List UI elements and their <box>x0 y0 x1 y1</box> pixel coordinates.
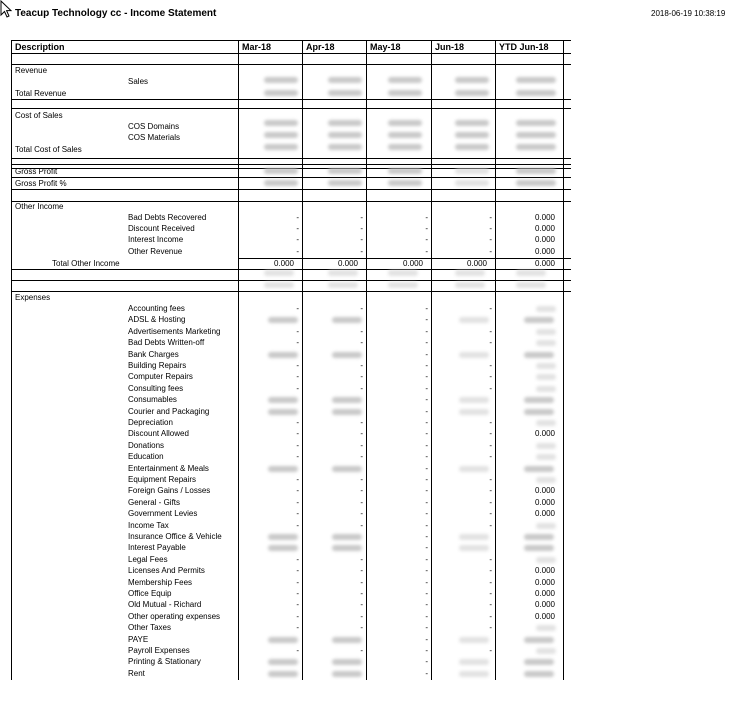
expense-dash: - <box>425 657 428 667</box>
expense-dash: - <box>425 338 428 348</box>
redacted-value <box>459 352 489 358</box>
expense-line: Bad Debts Written-off <box>128 338 205 348</box>
redacted-value <box>455 77 489 83</box>
redacted-value <box>328 132 362 138</box>
expense-line: Education <box>128 452 164 462</box>
redacted-value <box>328 120 362 126</box>
redacted-value <box>455 90 489 96</box>
expense-dash: - <box>296 361 299 370</box>
header-may: May-18 <box>370 42 401 52</box>
redacted-value <box>268 671 298 677</box>
expense-dash: - <box>425 634 428 644</box>
expense-ytd-zero: 0.000 <box>534 486 555 496</box>
other-income-dash: - <box>360 213 363 222</box>
header-description: Description <box>15 42 65 52</box>
expense-dash: - <box>360 566 363 576</box>
redacted-value <box>388 77 422 83</box>
total-other-income-value: 0.000 <box>402 259 423 268</box>
other-income-dash: - <box>296 247 299 256</box>
expense-dash: - <box>489 486 492 496</box>
expense-dash: - <box>489 600 492 610</box>
expense-dash: - <box>489 338 492 348</box>
expense-dash: - <box>360 577 363 587</box>
redacted-value <box>536 443 556 449</box>
expense-line: Bank Charges <box>128 349 179 359</box>
expense-ytd-zero: 0.000 <box>534 611 555 621</box>
line-interest-income: Interest Income <box>128 235 184 244</box>
header-jun: Jun-18 <box>435 42 465 52</box>
redacted-value <box>459 659 489 665</box>
redacted-value <box>388 270 418 276</box>
expense-dash: - <box>360 497 363 507</box>
expense-dash: - <box>425 589 428 598</box>
redacted-value <box>328 90 362 96</box>
expense-dash: - <box>425 623 428 633</box>
redacted-value <box>264 270 294 276</box>
redacted-value <box>536 625 556 631</box>
expense-dash: - <box>360 520 363 530</box>
header-apr: Apr-18 <box>306 42 335 52</box>
redacted-value <box>388 180 422 186</box>
redacted-value <box>328 180 362 186</box>
expense-dash: - <box>360 361 363 370</box>
redacted-value <box>268 466 298 472</box>
redacted-value <box>455 180 489 186</box>
expense-dash: - <box>425 497 428 507</box>
expense-dash: - <box>489 611 492 621</box>
other-income-dash: - <box>296 235 299 244</box>
redacted-value <box>524 659 554 665</box>
expense-dash: - <box>360 440 363 450</box>
redacted-value <box>332 409 362 415</box>
expense-dash: - <box>360 304 363 313</box>
expense-dash: - <box>489 326 492 336</box>
redacted-value <box>328 144 362 150</box>
redacted-value <box>536 454 556 460</box>
expense-ytd-zero: 0.000 <box>534 577 555 587</box>
redacted-value <box>332 659 362 665</box>
expense-dash: - <box>360 429 363 439</box>
other-income-dash: - <box>360 224 363 233</box>
expense-line: ADSL & Hosting <box>128 315 186 325</box>
redacted-value <box>524 409 554 415</box>
expense-dash: - <box>360 475 363 484</box>
other-income-ytd-value: 0.000 <box>534 235 555 244</box>
redacted-value <box>459 317 489 323</box>
expense-dash: - <box>296 475 299 484</box>
redacted-value <box>328 168 362 174</box>
expense-line: Foreign Gains / Losses <box>128 486 211 496</box>
redacted-value <box>268 317 298 323</box>
redacted-value <box>455 120 489 126</box>
other-income-dash: - <box>296 213 299 222</box>
other-income-dash: - <box>425 247 428 256</box>
expense-line: Building Repairs <box>128 361 187 370</box>
redacted-value <box>455 132 489 138</box>
redacted-value <box>536 477 556 483</box>
expense-dash: - <box>425 418 428 427</box>
redacted-value <box>516 120 556 126</box>
expense-dash: - <box>296 338 299 348</box>
redacted-value <box>388 144 422 150</box>
expense-ytd-zero: 0.000 <box>534 509 555 519</box>
expense-dash: - <box>425 509 428 519</box>
expense-ytd-zero: 0.000 <box>534 566 555 576</box>
expense-dash: - <box>425 532 428 541</box>
expense-line: Courier and Packaging <box>128 406 210 416</box>
expense-line: Printing & Stationary <box>128 657 201 667</box>
redacted-value <box>536 386 556 392</box>
expense-dash: - <box>425 646 428 655</box>
redacted-value <box>524 534 554 540</box>
other-income-ytd-value: 0.000 <box>534 213 555 222</box>
expense-dash: - <box>489 452 492 462</box>
redacted-value <box>516 168 556 174</box>
expense-dash: - <box>296 577 299 587</box>
expense-line: Equipment Repairs <box>128 475 197 484</box>
expense-dash: - <box>425 600 428 610</box>
redacted-value <box>536 306 556 312</box>
expense-dash: - <box>425 520 428 530</box>
redacted-value <box>516 132 556 138</box>
gross-profit-pct-label: Gross Profit % <box>15 179 67 188</box>
expense-dash: - <box>425 440 428 450</box>
expense-dash: - <box>296 304 299 313</box>
total-other-income-value: 0.000 <box>273 259 294 268</box>
expense-dash: - <box>360 452 363 462</box>
expense-dash: - <box>425 554 428 564</box>
expense-dash: - <box>489 372 492 382</box>
expense-line: Donations <box>128 440 165 450</box>
line-discount-received: Discount Received <box>128 224 195 233</box>
redacted-value <box>516 270 546 276</box>
expense-dash: - <box>425 668 428 678</box>
expense-dash: - <box>360 600 363 610</box>
redacted-value <box>388 132 422 138</box>
header-mar: Mar-18 <box>242 42 272 52</box>
other-income-dash: - <box>425 224 428 233</box>
expense-dash: - <box>296 497 299 507</box>
redacted-value <box>455 168 489 174</box>
expense-line: Accounting fees <box>128 304 185 313</box>
expense-dash: - <box>489 497 492 507</box>
expense-line: Old Mutual - Richard <box>128 600 202 610</box>
redacted-value <box>264 168 298 174</box>
expense-dash: - <box>489 383 492 393</box>
expense-line: Rent <box>128 668 145 678</box>
line-sales: Sales <box>128 77 149 86</box>
expense-dash: - <box>296 646 299 655</box>
redacted-value <box>332 317 362 323</box>
redacted-value <box>455 282 485 288</box>
total-revenue-label: Total Revenue <box>15 89 67 98</box>
line-bad-debts-recovered: Bad Debts Recovered <box>128 213 207 222</box>
other-income-dash: - <box>489 235 492 244</box>
expense-dash: - <box>360 646 363 655</box>
expense-dash: - <box>489 566 492 576</box>
expense-dash: - <box>360 372 363 382</box>
redacted-value <box>268 637 298 643</box>
redacted-value <box>268 545 298 551</box>
expense-line: Advertisements Marketing <box>128 326 221 336</box>
expense-line: PAYE <box>128 634 149 644</box>
line-other-revenue: Other Revenue <box>128 247 183 256</box>
redacted-value <box>536 363 556 369</box>
redacted-value <box>264 132 298 138</box>
redacted-value <box>536 557 556 563</box>
expense-dash: - <box>489 304 492 313</box>
expense-dash: - <box>425 383 428 393</box>
expense-line: Other Taxes <box>128 623 171 633</box>
redacted-value <box>264 282 294 288</box>
redacted-value <box>264 180 298 186</box>
mouse-pointer-icon <box>0 0 14 20</box>
redacted-value <box>268 659 298 665</box>
expense-line: Payroll Expenses <box>128 646 190 655</box>
other-income-dash: - <box>489 224 492 233</box>
redacted-value <box>268 352 298 358</box>
expense-line: Entertainment & Meals <box>128 463 209 473</box>
redacted-value <box>332 534 362 540</box>
expense-line: Income Tax <box>128 520 169 530</box>
expense-dash: - <box>489 623 492 633</box>
redacted-value <box>328 270 358 276</box>
redacted-value <box>524 317 554 323</box>
expense-dash: - <box>360 383 363 393</box>
redacted-value <box>524 545 554 551</box>
other-income-dash: - <box>489 213 492 222</box>
redacted-value <box>524 397 554 403</box>
expense-dash: - <box>425 577 428 587</box>
expense-dash: - <box>296 452 299 462</box>
expense-dash: - <box>296 440 299 450</box>
expense-dash: - <box>425 395 428 405</box>
expense-line: Depreciation <box>128 418 173 427</box>
other-income-dash: - <box>360 247 363 256</box>
redacted-value <box>536 329 556 335</box>
expense-dash: - <box>489 577 492 587</box>
expense-dash: - <box>425 611 428 621</box>
line-cos-domains: COS Domains <box>128 122 180 131</box>
redacted-value <box>516 282 546 288</box>
redacted-value <box>536 648 556 654</box>
redacted-value <box>332 352 362 358</box>
expense-line: Consulting fees <box>128 383 184 393</box>
redacted-value <box>524 466 554 472</box>
expense-dash: - <box>425 406 428 416</box>
expense-dash: - <box>296 566 299 576</box>
expense-ytd-zero: 0.000 <box>534 589 555 598</box>
redacted-value <box>332 545 362 551</box>
redacted-value <box>264 90 298 96</box>
redacted-value <box>388 120 422 126</box>
expense-dash: - <box>489 418 492 427</box>
redacted-value <box>264 77 298 83</box>
expense-dash: - <box>360 611 363 621</box>
section-revenue-title: Revenue <box>15 66 48 75</box>
expense-dash: - <box>489 520 492 530</box>
expense-dash: - <box>425 463 428 473</box>
expense-line: Other operating expenses <box>128 611 221 621</box>
redacted-value <box>328 282 358 288</box>
redacted-value <box>536 374 556 380</box>
expense-line: Computer Repairs <box>128 372 193 382</box>
expense-dash: - <box>425 566 428 576</box>
expense-dash: - <box>360 486 363 496</box>
expense-line: Membership Fees <box>128 577 193 587</box>
redacted-value <box>516 90 556 96</box>
expense-line: Legal Fees <box>128 554 168 564</box>
expense-dash: - <box>489 509 492 519</box>
expense-dash: - <box>425 315 428 325</box>
other-income-dash: - <box>425 213 428 222</box>
expense-line: Consumables <box>128 395 177 405</box>
redacted-value <box>516 77 556 83</box>
expense-dash: - <box>489 429 492 439</box>
expense-dash: - <box>425 543 428 553</box>
expense-dash: - <box>489 361 492 370</box>
redacted-value <box>459 534 489 540</box>
redacted-value <box>459 397 489 403</box>
expense-line: Office Equip <box>128 589 172 598</box>
redacted-value <box>516 180 556 186</box>
section-other-income-title: Other Income <box>15 202 64 211</box>
expense-dash: - <box>360 418 363 427</box>
expense-line: Insurance Office & Vehicle <box>128 532 222 541</box>
redacted-value <box>459 409 489 415</box>
expense-dash: - <box>296 554 299 564</box>
other-income-dash: - <box>296 224 299 233</box>
expense-dash: - <box>489 646 492 655</box>
redacted-value <box>332 671 362 677</box>
expense-ytd-zero: 0.000 <box>534 429 555 439</box>
expense-dash: - <box>489 440 492 450</box>
expense-dash: - <box>296 326 299 336</box>
expense-dash: - <box>296 418 299 427</box>
expense-dash: - <box>296 589 299 598</box>
expense-dash: - <box>360 326 363 336</box>
section-cos-title: Cost of Sales <box>15 111 63 120</box>
redacted-value <box>268 409 298 415</box>
expense-ytd-zero: 0.000 <box>534 600 555 610</box>
expense-dash: - <box>296 383 299 393</box>
expense-dash: - <box>489 475 492 484</box>
expense-dash: - <box>296 623 299 633</box>
other-income-dash: - <box>425 235 428 244</box>
total-cos-label: Total Cost of Sales <box>15 145 82 154</box>
expense-dash: - <box>296 486 299 496</box>
expense-line: Licenses And Permits <box>128 566 205 576</box>
expense-dash: - <box>296 429 299 439</box>
other-income-ytd-value: 0.000 <box>534 247 555 256</box>
expense-dash: - <box>425 304 428 313</box>
expense-dash: - <box>425 452 428 462</box>
gross-profit-label: Gross Profit <box>15 167 58 176</box>
other-income-ytd-value: 0.000 <box>534 224 555 233</box>
other-income-dash: - <box>489 247 492 256</box>
expense-dash: - <box>296 611 299 621</box>
expense-dash: - <box>425 372 428 382</box>
expense-line: Government Levies <box>128 509 198 519</box>
expense-dash: - <box>296 520 299 530</box>
income-statement-table <box>11 40 571 680</box>
section-expenses-title: Expenses <box>15 293 51 302</box>
redacted-value <box>459 466 489 472</box>
redacted-value <box>328 77 362 83</box>
expense-dash: - <box>425 349 428 359</box>
expense-dash: - <box>296 509 299 519</box>
redacted-value <box>264 120 298 126</box>
expense-dash: - <box>296 600 299 610</box>
redacted-value <box>459 637 489 643</box>
expense-dash: - <box>360 589 363 598</box>
expense-dash: - <box>360 509 363 519</box>
expense-line: Interest Payable <box>128 543 186 553</box>
redacted-value <box>459 545 489 551</box>
redacted-value <box>268 397 298 403</box>
redacted-value <box>264 144 298 150</box>
line-cos-materials: COS Materials <box>128 133 181 142</box>
total-other-income-value: 0.000 <box>466 259 487 268</box>
expense-dash: - <box>360 338 363 348</box>
expense-dash: - <box>425 429 428 439</box>
redacted-value <box>536 340 556 346</box>
redacted-value <box>388 90 422 96</box>
expense-dash: - <box>489 554 492 564</box>
expense-ytd-zero: 0.000 <box>534 497 555 507</box>
report-title: Teacup Technology cc - Income Statement <box>15 8 217 19</box>
redacted-value <box>524 352 554 358</box>
redacted-value <box>516 144 556 150</box>
expense-dash: - <box>425 326 428 336</box>
other-income-dash: - <box>360 235 363 244</box>
redacted-value <box>524 671 554 677</box>
expense-dash: - <box>489 589 492 598</box>
expense-dash: - <box>425 361 428 370</box>
redacted-value <box>536 420 556 426</box>
redacted-value <box>455 144 489 150</box>
redacted-value <box>332 637 362 643</box>
expense-dash: - <box>360 623 363 633</box>
expense-dash: - <box>425 486 428 496</box>
expense-line: General - Gifts <box>128 497 181 507</box>
redacted-value <box>536 523 556 529</box>
expense-line: Discount Allowed <box>128 429 189 439</box>
redacted-value <box>268 534 298 540</box>
redacted-value <box>388 168 422 174</box>
total-other-income-value: 0.000 <box>534 259 555 268</box>
total-other-income-label: Total Other Income <box>52 259 120 268</box>
total-other-income-value: 0.000 <box>337 259 358 268</box>
header-ytd: YTD Jun-18 <box>499 42 549 52</box>
expense-dash: - <box>296 372 299 382</box>
redacted-value <box>388 282 418 288</box>
redacted-value <box>455 270 485 276</box>
redacted-value <box>332 466 362 472</box>
redacted-value <box>332 397 362 403</box>
expense-dash: - <box>425 475 428 484</box>
report-timestamp: 2018-06-19 10:38:19 <box>651 9 726 18</box>
redacted-value <box>524 637 554 643</box>
expense-dash: - <box>360 554 363 564</box>
redacted-value <box>459 671 489 677</box>
